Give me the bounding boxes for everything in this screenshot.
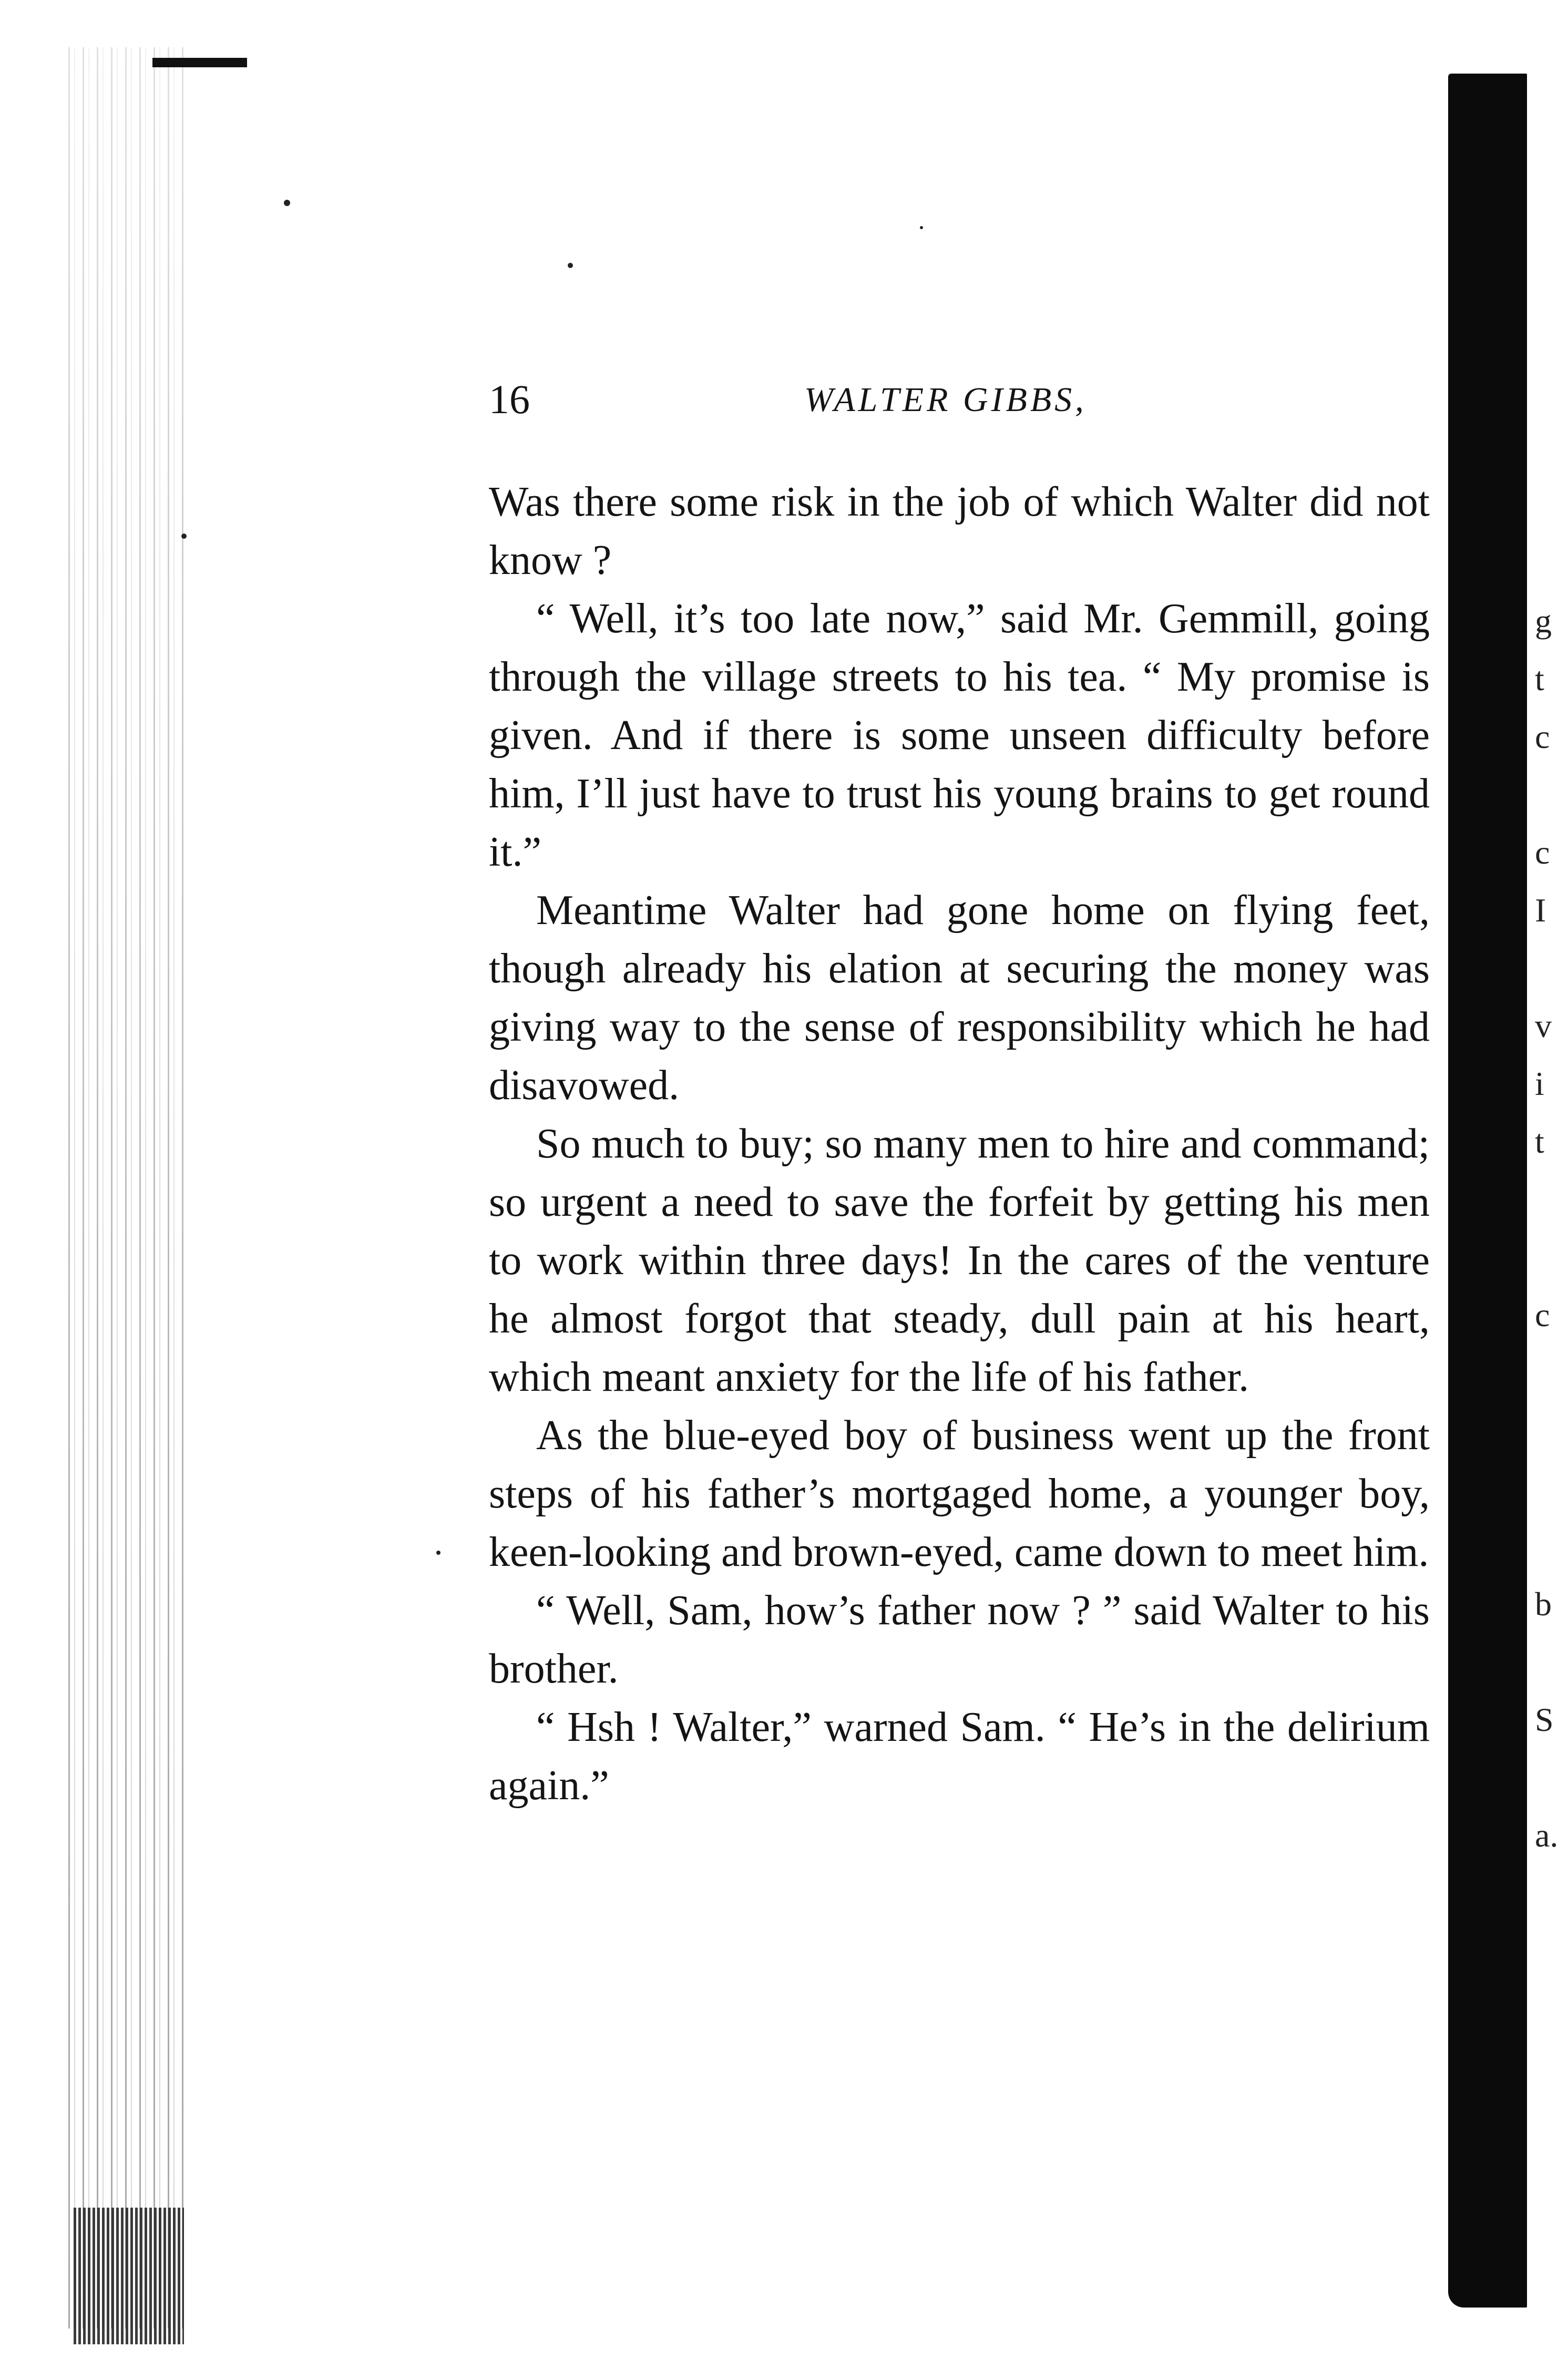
page-header [489,376,1435,428]
page-number: 16 [489,376,530,422]
paragraph: “ Well, it’s too late now,” said Mr. Gemmill, going through the village streets to his tea. “ My promise is given. And if there is some unseen difficulty before him, I’ll just have to trust his young brains to get round it.” [489,596,1430,875]
body-text [489,473,1430,1815]
facing-page-edge [1448,74,1527,2308]
facing-page-letter: i [1535,1065,1544,1102]
facing-page-letter: t [1535,1123,1544,1160]
scan-speck [920,226,923,229]
scan-speck [284,200,290,206]
facing-page-letter: b [1535,1585,1552,1623]
paragraph: Meantime Walter had gone home on flying feet, though already his elation at securing the money was giving way to the sense of responsibility which he had disavowed. [489,887,1430,1109]
binding-gutter [68,47,184,2329]
facing-page-letter: g [1535,602,1552,640]
facing-page-letter: a. [1535,1817,1559,1854]
facing-page-letter: t [1535,660,1544,698]
facing-page-letter: I [1535,891,1546,929]
paragraph: “ Hsh ! Walter,” warned Sam. “ He’s in the delirium again.” [489,1704,1430,1809]
paragraph: “ Well, Sam, how’s father now ? ” said Walter to his brother. [489,1587,1430,1692]
scan-speck [181,534,187,539]
paragraph: As the blue-eyed boy of business went up the front steps of his father’s mortgaged home, a younger boy, keen-looking and brown-eyed, came down to meet him. [489,1412,1430,1575]
scan-mark [152,58,247,67]
facing-page-letter: c [1535,718,1550,755]
binding-gutter-shadow [74,2208,184,2344]
facing-page-letter: v [1535,1007,1552,1044]
facing-page-letter: c [1535,834,1550,871]
facing-page-letter: S [1535,1701,1554,1738]
facing-page-letter: c [1535,1296,1550,1334]
running-head: WALTER GIBBS, [804,381,1087,419]
paragraph: So much to buy; so many men to hire and command; so urgent a need to save the forfeit by getting his men to work within three days! In the cares of the venture he almost forgot that steady, dull pain at his heart, which meant anxiety for the life of his father. [489,1121,1430,1400]
scan-speck [568,263,573,268]
paragraph: Was there some risk in the job of which Walter did not know ? [489,479,1430,583]
scan-speck [436,1551,440,1555]
